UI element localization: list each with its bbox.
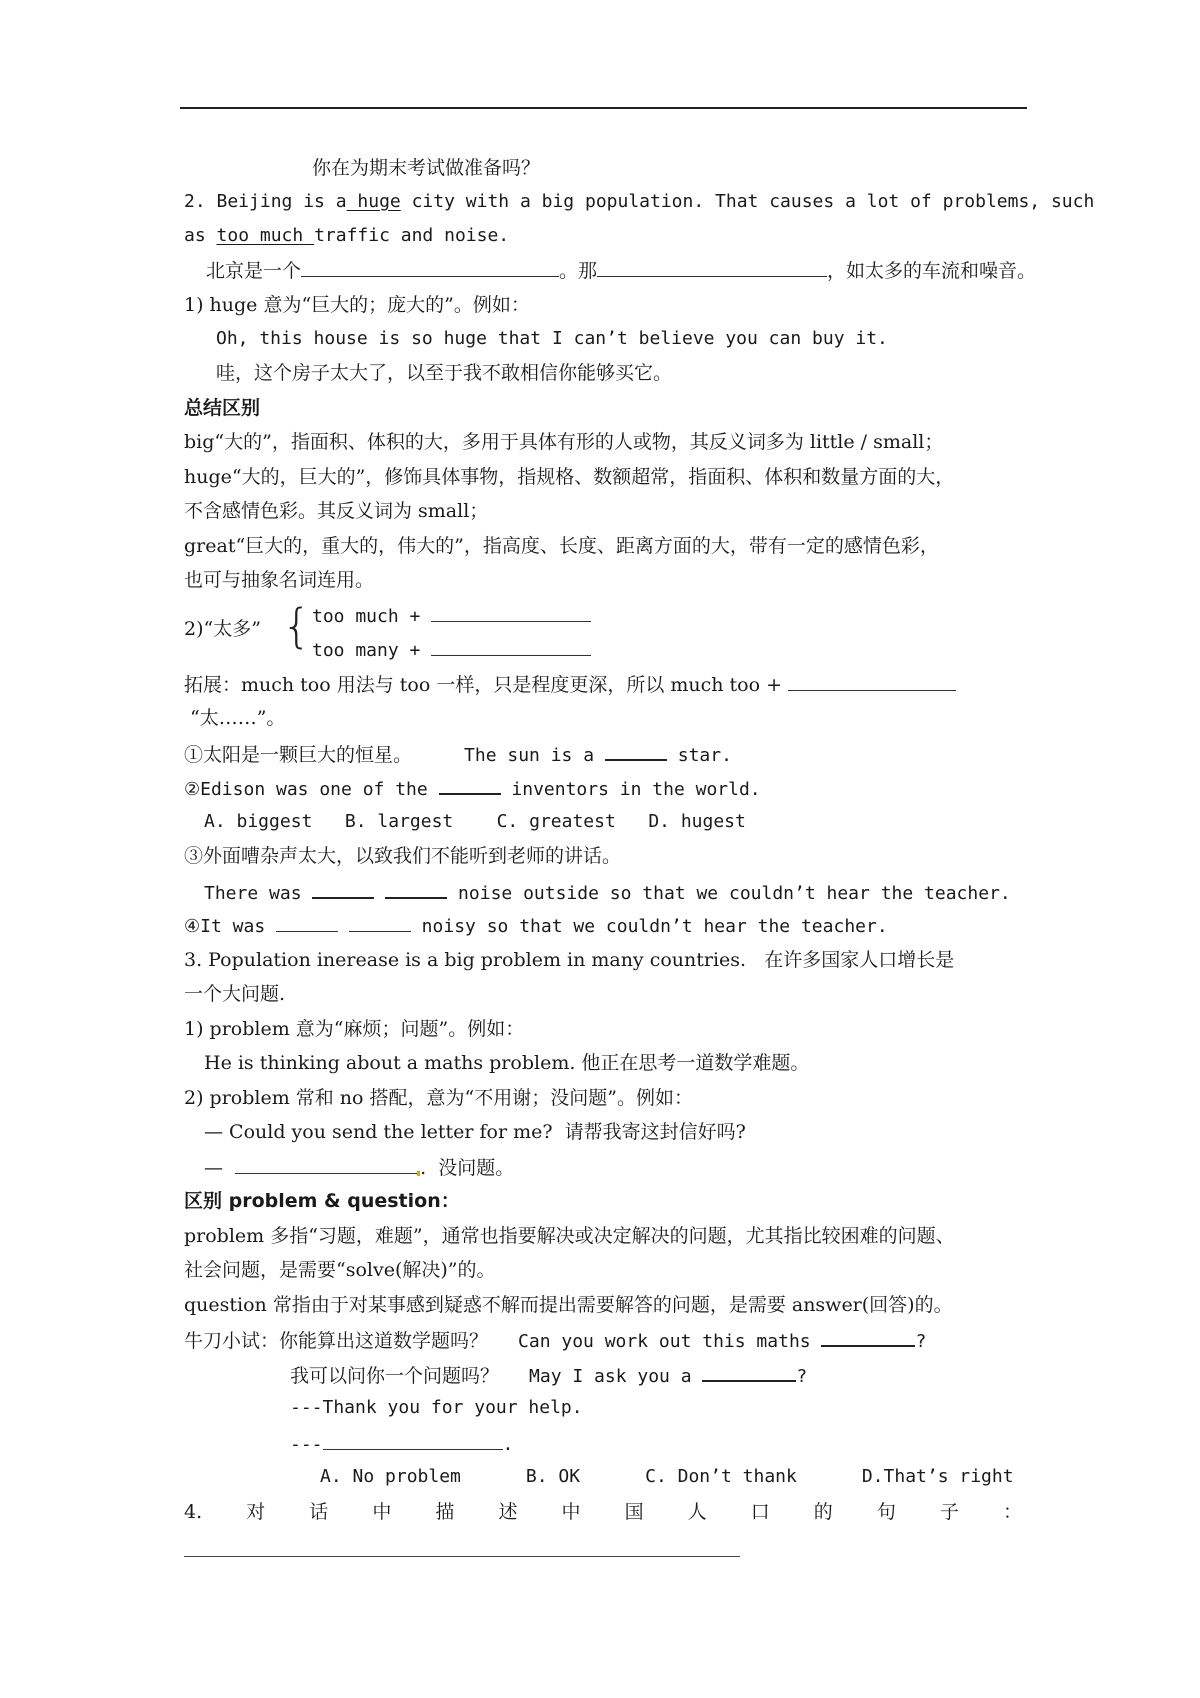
line-item-2: 2. Beijing is a huge city with a big population. That causes a lot of problems, such: [184, 191, 1095, 212]
answer-blank[interactable]: [349, 913, 411, 932]
answer-blank[interactable]: [788, 672, 956, 691]
line-much-too: 拓展：much too 用法与 too 一样，只是程度更深，所以 much too +: [184, 672, 956, 697]
answer-blank[interactable]: [184, 1556, 740, 1557]
line-big: big“大的”，指面积、体积的大，多用于具体有形的人或物，其反义词多为 little / small；: [184, 431, 944, 453]
answer-blank[interactable]: [605, 741, 667, 761]
line-dialog-a: — . 没问题。: [204, 1157, 515, 1179]
line-much-too-cont: “太……”。: [190, 707, 286, 729]
line-problem-meaning: 1) problem 意为“麻烦；问题”。例如：: [184, 1018, 525, 1040]
brace-icon: {: [282, 599, 312, 653]
answer-blank[interactable]: [821, 1327, 915, 1347]
answer-blank[interactable]: [439, 775, 501, 795]
line-item-3-cont: 一个大问题.: [184, 983, 286, 1005]
answer-blank[interactable]: [276, 913, 338, 932]
answer-blank[interactable]: [235, 1155, 419, 1174]
line-problem-def: problem 多指“习题，难题”，通常也指要解决或决定解决的问题，尤其指比较困难的问题、: [184, 1225, 955, 1247]
line-huge-cont: 不含感情色彩。其反义词为 small；: [184, 500, 489, 522]
line-example-en: Oh, this house is so huge that I can’t believe you can buy it.: [216, 328, 888, 349]
line-exercise-4: ④It was noisy so that we couldn’t hear the teacher.: [184, 913, 888, 939]
line-practice-3-answer: --- .: [290, 1431, 513, 1457]
line-huge: huge“大的，巨大的”，修饰具体事物，指规格、数额超常，指面积、体积和数量方面的大，: [184, 466, 955, 488]
answer-blank[interactable]: [431, 603, 591, 622]
line-too-many: too many +: [312, 637, 591, 663]
answer-blank[interactable]: [385, 879, 447, 899]
line-example-cn: 哇，这个房子太大了，以至于我不敢相信你能够买它。: [216, 362, 673, 384]
line-item-3: 3. Population inerease is a big problem in many countries. 在许多国家人口增长是: [184, 949, 955, 971]
header-rule: [180, 107, 1027, 109]
line-problem-def-cont: 社会问题，是需要“solve(解决)”的。: [184, 1259, 496, 1281]
line-problem-no: 2) problem 常和 no 搭配，意为“不用谢；没问题”。例如：: [184, 1087, 693, 1109]
line-practice-2: 我可以问你一个问题吗？ May I ask you a ?: [290, 1362, 807, 1389]
line-practice-3: ---Thank you for your help.: [290, 1397, 583, 1418]
line-dialog-q: — Could you send the letter for me? 请帮我寄这封信好吗?: [204, 1121, 746, 1143]
line-exercise-2-options: A. biggest B. largest C. greatest D. hugest: [204, 811, 746, 832]
answer-blank[interactable]: [597, 258, 827, 277]
line-exercise-3-en: There was noise outside so that we couldn’t hear the teacher.: [204, 879, 1011, 906]
line-question-def: question 常指由于对某事感到疑惑不解而提出需要解答的问题，是需要 answer(回答)的。: [184, 1294, 953, 1316]
section-heading-compare: 区别 problem & question：: [184, 1190, 460, 1212]
answer-blank[interactable]: [431, 637, 591, 656]
line-great: great“巨大的，重大的，伟大的”，指高度、长度、距离方面的大，带有一定的感情色彩，: [184, 535, 939, 557]
line-exercise-2: ②Edison was one of the inventors in the world.: [184, 775, 761, 802]
line-practice-1: 牛刀小试：你能算出这道数学题吗？ Can you work out this maths ?: [184, 1327, 926, 1354]
line-practice-3-options: A. No problem B. OK C. Don’t thank D.That’s right: [320, 1466, 1014, 1487]
line-too-much: too much +: [312, 603, 591, 629]
answer-blank[interactable]: [323, 1431, 503, 1450]
line-too-many-label: 2)“太多”: [184, 618, 261, 640]
line-problem-example: He is thinking about a maths problem. 他正在思考一道数学难题。: [204, 1052, 810, 1074]
section-heading-summary: 总结区别: [184, 397, 261, 419]
line-question-cn: 你在为期末考试做准备吗？: [312, 157, 541, 179]
line-exercise-1: ①太阳是一颗巨大的恒星。 The sun is a star.: [184, 741, 732, 768]
line-item-2-cont: as too much traffic and noise.: [184, 225, 510, 246]
line-item-4: 4. 对 话 中 描 述 中 国 人 口 的 句 子 ：: [184, 1501, 1022, 1523]
line-translation-blanks: 北京是一个 。那 ，如太多的车流和噪音。: [206, 260, 1037, 282]
answer-blank[interactable]: [702, 1362, 796, 1382]
line-huge-meaning: 1) huge 意为“巨大的；庞大的”。例如：: [184, 294, 530, 316]
answer-blank[interactable]: [312, 879, 374, 899]
line-exercise-3-cn: ③外面嘈杂声太大，以致我们不能听到老师的讲话。: [184, 845, 622, 867]
answer-blank[interactable]: [301, 258, 559, 277]
line-great-cont: 也可与抽象名词连用。: [184, 569, 375, 591]
